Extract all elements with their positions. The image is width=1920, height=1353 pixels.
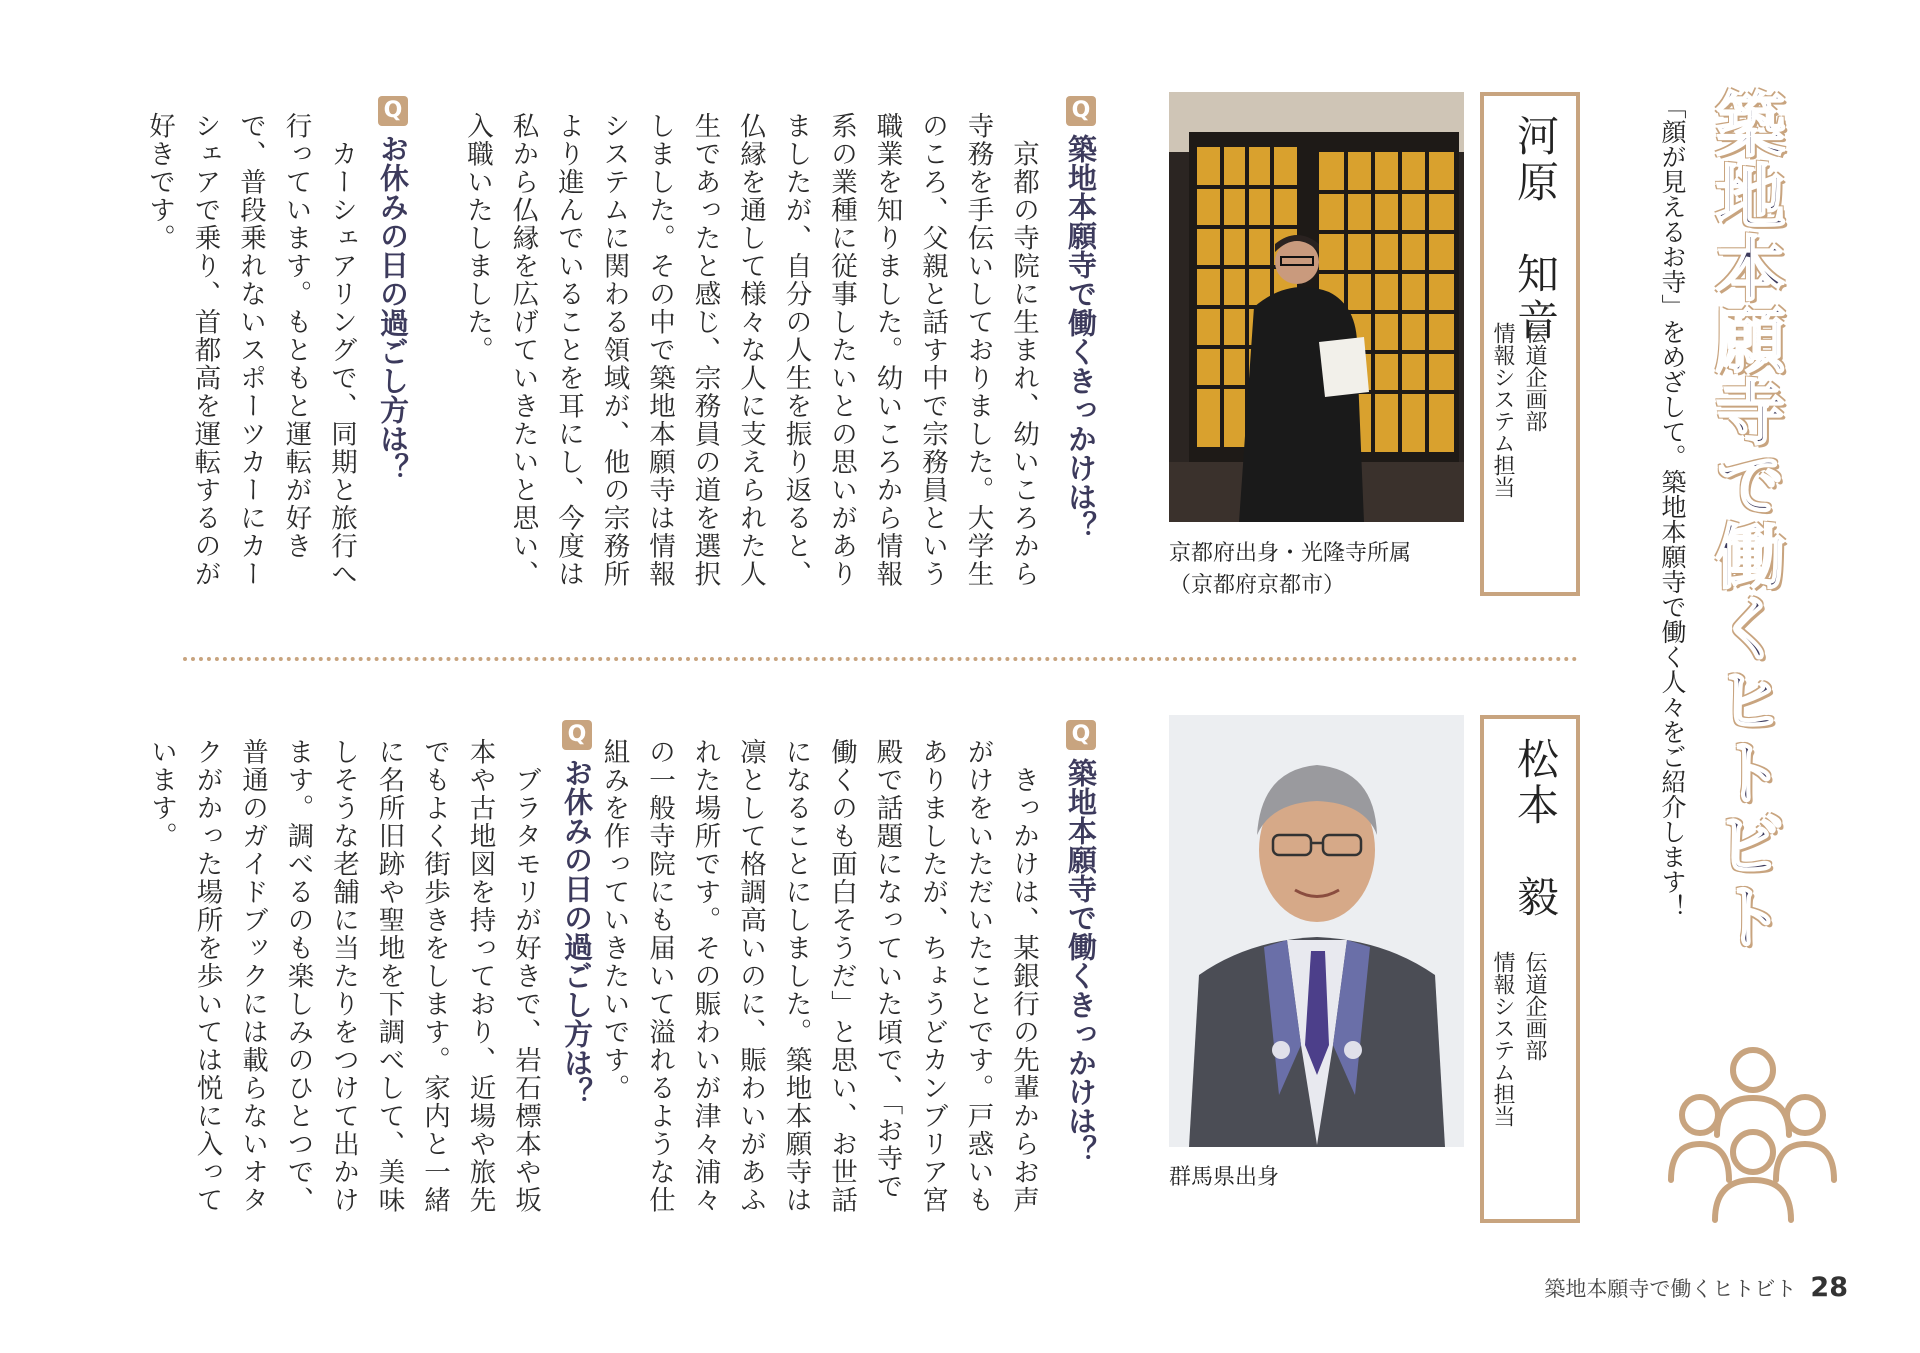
person1-caption	[1169, 538, 1411, 602]
people-group-icon	[1665, 1040, 1840, 1225]
person2-q2-badge: Q	[562, 720, 592, 750]
person2-role-label: 情報システム担当	[1490, 951, 1515, 1127]
person1-photo	[1169, 92, 1464, 522]
person1-q1-badge: Q	[1066, 96, 1096, 126]
person1-name: 河原 知音	[1511, 114, 1560, 344]
person2-a2: ブラタモリが好きで、岩石標本や坂本や古地図を持っており、近場や旅先でもよく街歩きをします。家内と一緒に名所旧跡や聖地を下調べして、美味しそうな老舗に当たりをつけて出かけます。調べるのも楽しみのひとつで、普通のガイドブックには載らないオタクがかった場所を歩いては悦に入っています。	[146, 738, 541, 1214]
person2-q2-heading: お休みの日の過ごし方は？	[560, 758, 594, 1106]
footer-title: 築地本願寺で働くヒトビト	[1544, 1277, 1797, 1301]
person2-q1-heading: 築地本願寺で働くきっかけは？	[1064, 758, 1098, 1164]
person2-caption-origin: 群馬県出身	[1169, 1165, 1280, 1190]
person2-namebox	[1480, 715, 1580, 1223]
person1-q2-badge: Q	[378, 96, 408, 126]
person2-a1: きっかけは、某銀行の先輩からお声がけをいただいたことです。戸惑いもありましたが、ちょうどカンブリア宮殿で話題になっていた頃で、「お寺で働くのも面白そうだ」と思い、お世話になることにしました。築地本願寺は凛として格調高いのに、賑わいがあふれた場所です。その賑わいが津々浦々の一般寺院にも届いて溢れるような仕組みを作っていきたいです。	[598, 738, 1039, 1214]
person2-department-label: 伝道企画部	[1522, 951, 1547, 1061]
person2-department	[1486, 951, 1550, 1127]
person1-department	[1486, 322, 1550, 498]
person1-q1-heading: 築地本願寺で働くきっかけは？	[1064, 134, 1098, 540]
person1-namebox	[1480, 92, 1580, 596]
section-divider	[183, 657, 1578, 661]
person1-caption-city: （京都府京都市）	[1169, 573, 1346, 598]
person1-a1: 京都の寺院に生まれ、幼いころから寺務を手伝いしておりました。大学生のころ、父親と話す中で宗務員という職業を知りました。幼いころから情報系の業種に従事したいとの思いがありましたが、自分の人生を振り返ると、仏縁を通して様々な人に支えられた人生であったと感じ、宗務員の道を選択しました。その中で築地本願寺は情報システムに関わる領域が、他の宗務所より進んでいることを耳にし、今度は私から仏縁を広げていきたいと思い、入職いたしました。	[462, 112, 1039, 588]
page-subtitle: 「顔が見えるお寺」をめざして。築地本願寺で働く人々をご紹介します！	[1658, 94, 1687, 919]
person2-photo	[1169, 715, 1464, 1147]
page-number: 28	[1810, 1272, 1848, 1303]
person1-a2: カーシェアリングで、同期と旅行へ行っています。もともと運転が好きで、普段乗れないスポーツカーにカーシェアで乗り、首都高を運転するのが好きです。	[144, 112, 357, 588]
page-title: 築地本願寺で働くヒトビト	[1704, 88, 1786, 952]
page-footer	[1544, 1272, 1848, 1303]
person2-name: 松本 毅	[1511, 737, 1560, 921]
person1-caption-origin: 京都府出身・光隆寺所属	[1169, 541, 1412, 566]
person2-q1-badge: Q	[1066, 720, 1096, 750]
person1-q2-heading: お休みの日の過ごし方は？	[376, 134, 410, 482]
person2-caption	[1169, 1162, 1279, 1194]
person1-department-label: 伝道企画部	[1522, 322, 1547, 432]
person1-role-label: 情報システム担当	[1490, 322, 1515, 498]
